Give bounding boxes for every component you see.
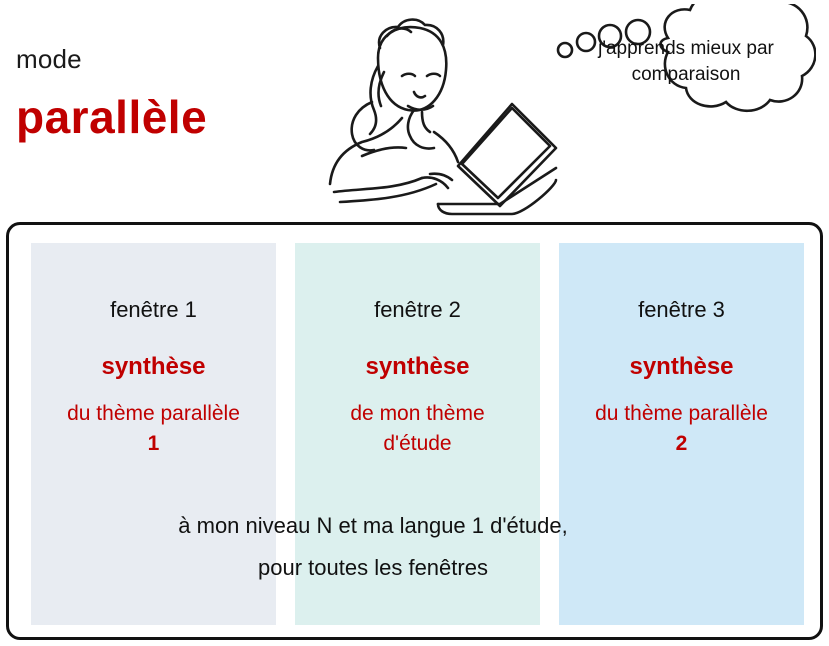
footnote-line-2: pour toutes les fenêtres	[258, 554, 488, 580]
mode-label: mode	[16, 44, 82, 74]
column-subtitle-line1: du thème parallèle	[595, 402, 768, 425]
columns-container	[31, 243, 804, 625]
column-subtitle-line2: 1	[147, 431, 160, 455]
window-column-3[interactable]	[559, 243, 804, 625]
column-title: fenêtre 1	[110, 297, 197, 322]
column-subtitle	[31, 399, 276, 459]
column-synthesis-label: synthèse	[365, 353, 470, 380]
column-subtitle-line1: de mon thème	[350, 402, 485, 425]
column-title: fenêtre 3	[638, 297, 725, 322]
column-subtitle-line2: d'étude	[383, 431, 452, 455]
column-subtitle-line1: du thème parallèle	[67, 402, 240, 425]
column-synthesis-label: synthèse	[101, 353, 206, 380]
thought-bubble-text: j'apprends mieux par comparaison	[598, 38, 774, 86]
footnote-line-1: à mon niveau N et ma langue 1 d'étude,	[178, 513, 568, 538]
windows-panel	[6, 222, 823, 640]
page-title: parallèle	[16, 91, 208, 143]
window-column-2[interactable]	[295, 243, 540, 625]
window-column-1[interactable]	[31, 243, 276, 625]
column-synthesis-label: synthèse	[629, 353, 734, 380]
column-subtitle	[559, 399, 804, 459]
column-subtitle-line2: 2	[675, 431, 688, 455]
column-title: fenêtre 2	[374, 297, 461, 322]
person-at-laptop-icon	[262, 6, 562, 221]
column-subtitle	[295, 399, 540, 459]
